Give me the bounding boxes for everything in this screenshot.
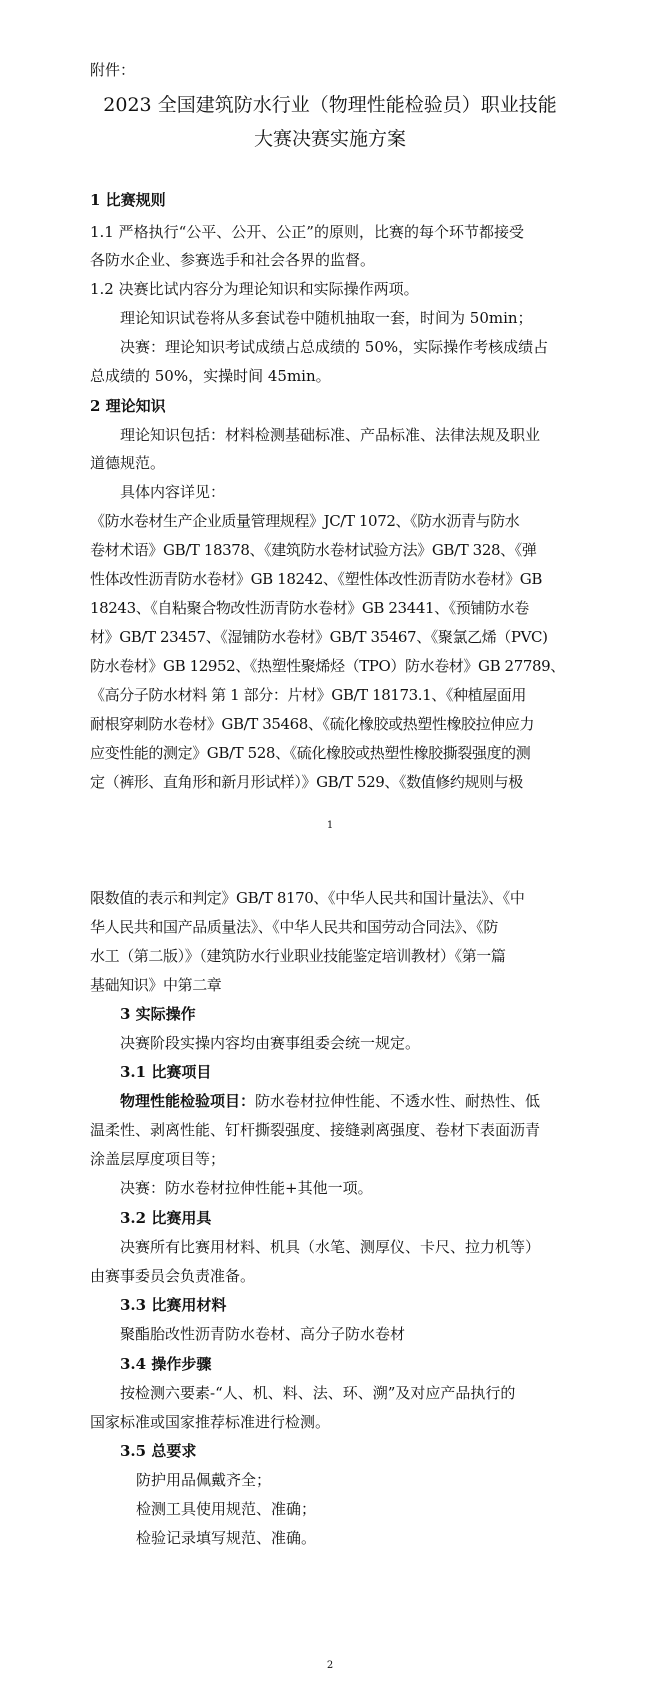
section-3-2-heading: 3.2 比赛用具 <box>120 1209 212 1227</box>
items-label: 物理性能检验项目： <box>120 1092 256 1110</box>
practice-intro: 决赛阶段实操内容均由赛事组委会统一规定。 <box>120 1034 421 1052</box>
steps-line-1: 按检测六要素-“人、机、料、法、环、溯”及对应产品执行的 <box>120 1384 516 1402</box>
rule-1-2-paragraph-2-line-1: 决赛：理论知识考试成绩占总成绩的 50%，实际操作考核成绩占 <box>120 338 549 356</box>
document-page-2 <box>0 880 660 1691</box>
steps-line-2: 国家标准或国家推荐标准进行检测。 <box>90 1413 331 1431</box>
standards-list-line: 防水卷材》GB 12952、《热塑性聚烯烃（TPO）防水卷材》GB 27789、 <box>90 657 565 675</box>
section-3-3-heading: 3.3 比赛用材料 <box>120 1296 227 1314</box>
page-title-line-1: 2023 全国建筑防水行业（物理性能检验员）职业技能 <box>103 94 557 116</box>
standards-list-line: 《防水卷材生产企业质量管理规程》JC/T 1072、《防水沥青与防水 <box>90 512 520 530</box>
standards-list-line: 限数值的表示和判定》GB/T 8170、《中华人民共和国计量法》、《中 <box>90 889 525 907</box>
items-line-3: 涂盖层厚度项目等； <box>90 1150 226 1168</box>
standards-list-line: 基础知识》中第二章 <box>90 976 222 994</box>
section-3-4-heading: 3.4 操作步骤 <box>120 1355 212 1373</box>
standards-list-line: 耐根穿刺防水卷材》GB/T 35468、《硫化橡胶或热塑性橡胶拉伸应力 <box>90 715 535 733</box>
theory-paragraph-line-1: 理论知识包括：材料检测基础标准、产品标准、法律法规及职业 <box>120 426 541 444</box>
page-number: 2 <box>326 1660 334 1671</box>
tools-line-1: 决赛所有比赛用材料、机具（水笔、测厚仪、卡尺、拉力机等） <box>120 1238 541 1256</box>
materials-text: 聚酯胎改性沥青防水卷材、高分子防水卷材 <box>120 1325 406 1343</box>
rule-1-1-line-2: 各防水企业、参赛选手和社会各界的监督。 <box>90 251 376 269</box>
items-line-1 <box>120 1091 540 1111</box>
standards-list-line: 材》GB/T 23457、《湿铺防水卷材》GB/T 35467、《聚氯乙烯（PVC) <box>90 628 548 646</box>
rule-1-1-line-1: 1.1 严格执行“公平、公开、公正”的原则，比赛的每个环节都接受 <box>90 223 524 241</box>
section-3-1-heading: 3.1 比赛项目 <box>120 1063 212 1081</box>
section-3-heading: 3 实际操作 <box>120 1005 196 1023</box>
section-3-5-heading: 3.5 总要求 <box>120 1442 197 1460</box>
standards-list-line: 18243、《自粘聚合物改性沥青防水卷材》GB 23441、《预铺防水卷 <box>90 599 529 617</box>
standards-list-line: 华人民共和国产品质量法》、《中华人民共和国劳动合同法》、《防 <box>90 918 499 936</box>
items-text: 防水卷材拉伸性能、不透水性、耐热性、低 <box>255 1092 541 1110</box>
final-items: 决赛：防水卷材拉伸性能+其他一项。 <box>120 1179 373 1197</box>
page-title-line-2: 大赛决赛实施方案 <box>253 128 406 150</box>
items-line-2: 温柔性、剥离性能、钉杆撕裂强度、接缝剥离强度、卷材下表面沥青 <box>90 1121 541 1139</box>
rule-1-2-paragraph-1: 理论知识试卷将从多套试卷中随机抽取一套，时间为 50min； <box>120 309 533 327</box>
standards-list-line: 《高分子防水材料 第 1 部分：片材》GB/T 18173.1、《种植屋面用 <box>90 686 527 704</box>
theory-paragraph-line-2: 道德规范。 <box>90 454 166 472</box>
standards-list-line: 卷材术语》GB/T 18378、《建筑防水卷材试验方法》GB/T 328、《弹 <box>90 541 537 559</box>
tools-line-2: 由赛事委员会负责准备。 <box>90 1267 256 1285</box>
section-2-heading: 2 理论知识 <box>90 397 166 415</box>
standards-list-line: 定（裤形、直角形和新月形试样）》GB/T 529、《数值修约规则与极 <box>90 773 523 791</box>
standards-list-line: 应变性能的测定》GB/T 528、《硫化橡胶或热塑性橡胶撕裂强度的测 <box>90 744 531 762</box>
section-1-heading: 1 比赛规则 <box>90 191 166 209</box>
rule-1-2-paragraph-2-line-2: 总成绩的 50%，实操时间 45min。 <box>90 367 331 385</box>
standards-list-line: 水工（第二版）》（建筑防水行业职业技能鉴定培训教材）《第一篇 <box>90 947 506 965</box>
standards-list-line: 性体改性沥青防水卷材》GB 18242、《塑性体改性沥青防水卷材》GB <box>90 570 542 588</box>
requirement-item: 防护用品佩戴齐全； <box>136 1471 272 1489</box>
page-number: 1 <box>326 820 334 831</box>
requirement-item: 检验记录填写规范、准确。 <box>136 1529 317 1547</box>
rule-1-2: 1.2 决赛比试内容分为理论知识和实际操作两项。 <box>90 280 419 298</box>
details-intro: 具体内容详见： <box>120 483 226 501</box>
requirement-item: 检测工具使用规范、准确； <box>136 1500 317 1518</box>
attachment-label: 附件： <box>90 61 136 79</box>
